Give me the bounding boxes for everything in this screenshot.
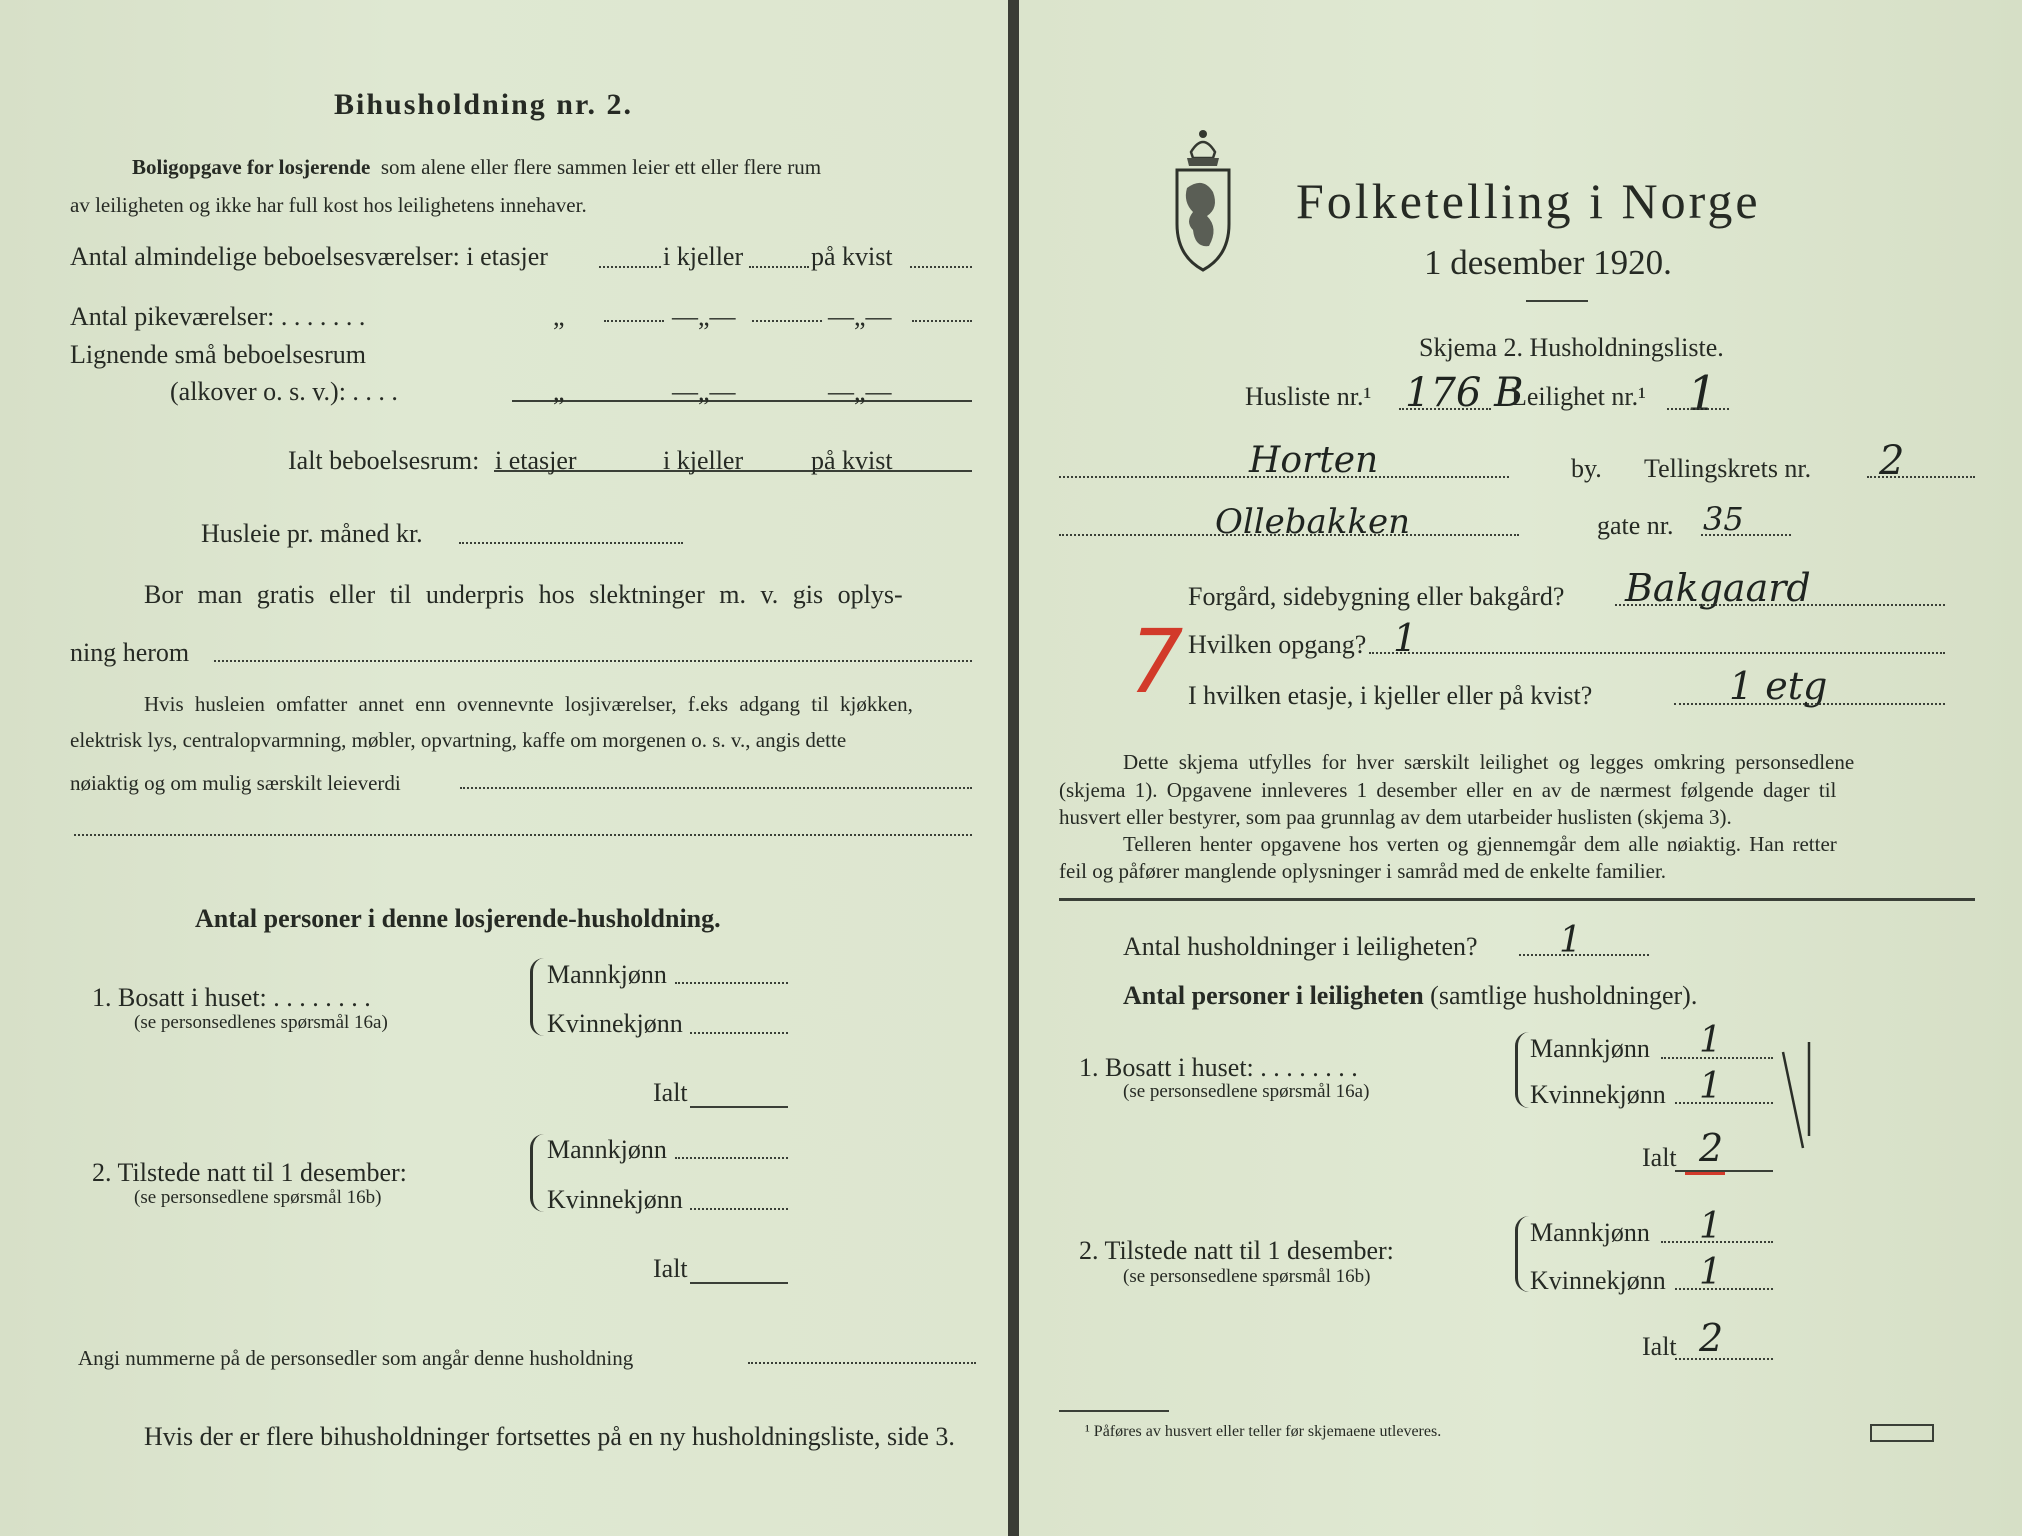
right-q1-sub: (se personsedlene spørsmål 16a) [1123, 1081, 1370, 1102]
printer-stamp [1870, 1424, 1934, 1442]
alkover-ditto-2: —„— [672, 377, 736, 406]
alkover-ditto: „ [553, 377, 565, 406]
coat-of-arms-icon [1167, 124, 1239, 274]
right-q2-mann: Mannkjønn [1530, 1218, 1650, 1247]
left-q1-kvinne: Kvinnekjønn [547, 1009, 683, 1038]
tellingskrets-label: Tellingskrets nr. [1644, 454, 1812, 483]
left-q2-kvinne: Kvinnekjønn [547, 1185, 683, 1214]
husliste-label: Husliste nr.¹ [1245, 382, 1372, 411]
rooms-label: Antal almindelige beboelsesværelser: i etasjer [70, 242, 548, 271]
left-q1-ialt: Ialt [653, 1078, 688, 1107]
left-q2-ialt: Ialt [653, 1254, 688, 1283]
pike-ditto: „ [553, 302, 565, 331]
rooms-paa-kvist: på kvist [811, 242, 893, 271]
angi-label: Angi nummerne på de personsedler som angår denne husholdning [78, 1346, 634, 1370]
pike-ditto-2: —„— [672, 302, 736, 331]
husliste-value: 176 B [1405, 370, 1524, 416]
forgaard-label: Forgård, sidebygning eller bakgård? [1188, 582, 1565, 611]
etasje-value: 1 etg [1729, 664, 1828, 708]
leilighet-value: 1 [1687, 366, 1718, 422]
right-q1-mann: Mannkjønn [1530, 1034, 1650, 1063]
left-q2-mann: Mannkjønn [547, 1135, 667, 1164]
opgang-value: 1 [1393, 616, 1418, 660]
right-q1-kvinne-value: 1 [1699, 1066, 1722, 1107]
right-q2-kvinne: Kvinnekjønn [1530, 1266, 1666, 1295]
by-value: Horten [1249, 440, 1379, 481]
intro-line2: av leiligheten og ikke har full kost hos leilighetens innehaver. [70, 193, 587, 217]
ialt-rooms-i-kjeller: i kjeller [663, 446, 744, 475]
right-q1-ialt-value: 2 [1699, 1126, 1724, 1170]
opgang-label: Hvilken opgang? [1188, 630, 1367, 659]
left-q1-sub: (se personsedlenes spørsmål 16a) [134, 1012, 388, 1033]
husholdninger-label: Antal husholdninger i leiligheten? [1123, 932, 1478, 961]
census-date: 1 desember 1920. [1424, 243, 1672, 282]
hvis-line2: elektrisk lys, centralopvarmning, møbler, opvartning, kaffe om morgenen o. s. v., angis dette [70, 728, 847, 752]
hvis-flere: Hvis der er flere bihusholdninger fortsettes på en ny husholdningsliste, side 3. [144, 1422, 955, 1451]
antal-heading-right-bold: Antal personer i leiligheten [1123, 981, 1424, 1010]
info-line5: feil og påfører manglende oplysninger i samråd med de enkelte familier. [1059, 859, 1667, 883]
tellingskrets-value: 2 [1879, 438, 1905, 484]
right-q2-label: 2. Tilstede natt til 1 desember: [1079, 1236, 1394, 1265]
pike-label: Antal pikeværelser: . . . . . . . [70, 302, 366, 331]
rooms-i-kjeller: i kjeller [663, 242, 744, 271]
right-q1-ialt: Ialt [1642, 1143, 1677, 1172]
right-q1-label: 1. Bosatt i huset: . . . . . . . . [1079, 1053, 1358, 1082]
alkover-label: (alkover o. s. v.): . . . . [170, 377, 398, 406]
ialt-rooms-label: Ialt beboelsesrum: [288, 446, 480, 475]
tally-check-icon [1779, 1036, 1831, 1156]
info-line3: husvert eller bestyrer, som paa grunnlag av dem utarbeider huslisten (skjema 3). [1059, 805, 1732, 829]
left-q1-mann: Mannkjønn [547, 960, 667, 989]
gate-label: gate nr. [1597, 511, 1674, 540]
left-q1-label: 1. Bosatt i huset: . . . . . . . . [92, 983, 371, 1012]
hvis-line1: Hvis husleien omfatter annet enn ovennevnte losjiværelser, f.eks adgang til kjøkken, [144, 692, 913, 716]
right-page [1019, 0, 2022, 1536]
skjema-label: Skjema 2. Husholdningsliste. [1419, 333, 1724, 362]
forgaard-value: Bakgaard [1625, 566, 1811, 610]
ialt-rooms-paa-kvist: på kvist [811, 446, 893, 475]
left-q2-brace [530, 1134, 545, 1212]
left-q2-sub: (se personsedlene spørsmål 16b) [134, 1187, 382, 1208]
right-q2-sub: (se personsedlene spørsmål 16b) [1123, 1266, 1371, 1287]
etasje-label: I hvilken etasje, i kjeller eller på kvist? [1188, 681, 1593, 710]
right-q2-ialt: Ialt [1642, 1332, 1677, 1361]
info-line2: (skjema 1). Opgavene innleveres 1 desember eller en av de nærmest følgende dager til [1059, 778, 1837, 802]
leilighet-label: Leilighet nr.¹ [1511, 382, 1646, 411]
gate-value: Ollebakken [1215, 502, 1411, 542]
alkover-ditto-3: —„— [828, 377, 892, 406]
right-q2-brace [1515, 1216, 1530, 1292]
right-q1-brace [1515, 1032, 1530, 1108]
right-q1-kvinne: Kvinnekjønn [1530, 1080, 1666, 1109]
right-q2-kvinne-value: 1 [1699, 1252, 1722, 1293]
main-title: Folketelling i Norge [1296, 173, 1761, 229]
husholdninger-value: 1 [1559, 920, 1582, 961]
bihusholdning-title: Bihusholdning nr. 2. [334, 88, 634, 121]
intro-bold: Boligopgave for losjerende [132, 155, 371, 179]
right-q2-mann-value: 1 [1699, 1206, 1722, 1247]
pike-ditto-3: —„— [828, 302, 892, 331]
intro-rest: som alene eller flere sammen leier ett eller flere rum [380, 155, 822, 179]
antal-heading-right-rest: (samtlige husholdninger). [1430, 981, 1698, 1010]
by-label: by. [1571, 454, 1602, 483]
gate-nr-value: 35 [1703, 500, 1744, 538]
ialt-rooms-i-etasjer: i etasjer [495, 446, 577, 475]
hvis-line3: nøiaktig og om mulig særskilt leieverdi [70, 771, 401, 795]
bor-line2: ning herom [70, 638, 190, 667]
left-page [0, 0, 1010, 1536]
info-line1: Dette skjema utfylles for hver særskilt leilighet og legges omkring personsedlene [1123, 750, 1855, 774]
left-q1-brace [530, 958, 545, 1036]
right-q2-ialt-value: 2 [1699, 1316, 1724, 1360]
info-line4: Telleren henter opgavene hos verten og gjennemgår dem alle nøiaktig. Han retter [1123, 832, 1837, 856]
right-q1-mann-value: 1 [1699, 1020, 1722, 1061]
footnote: ¹ Påføres av husvert eller teller før skjemaene utleveres. [1085, 1423, 1442, 1440]
husleie-label: Husleie pr. måned kr. [201, 519, 423, 548]
antal-heading-left: Antal personer i denne losjerende-husholdning. [195, 904, 721, 933]
left-q2-label: 2. Tilstede natt til 1 desember: [92, 1158, 407, 1187]
bor-line1: Bor man gratis eller til underpris hos slektninger m. v. gis oplys- [144, 580, 903, 609]
red-mark: 7 [1116, 610, 1194, 713]
lignende-label: Lignende små beboelsesrum [70, 340, 367, 369]
